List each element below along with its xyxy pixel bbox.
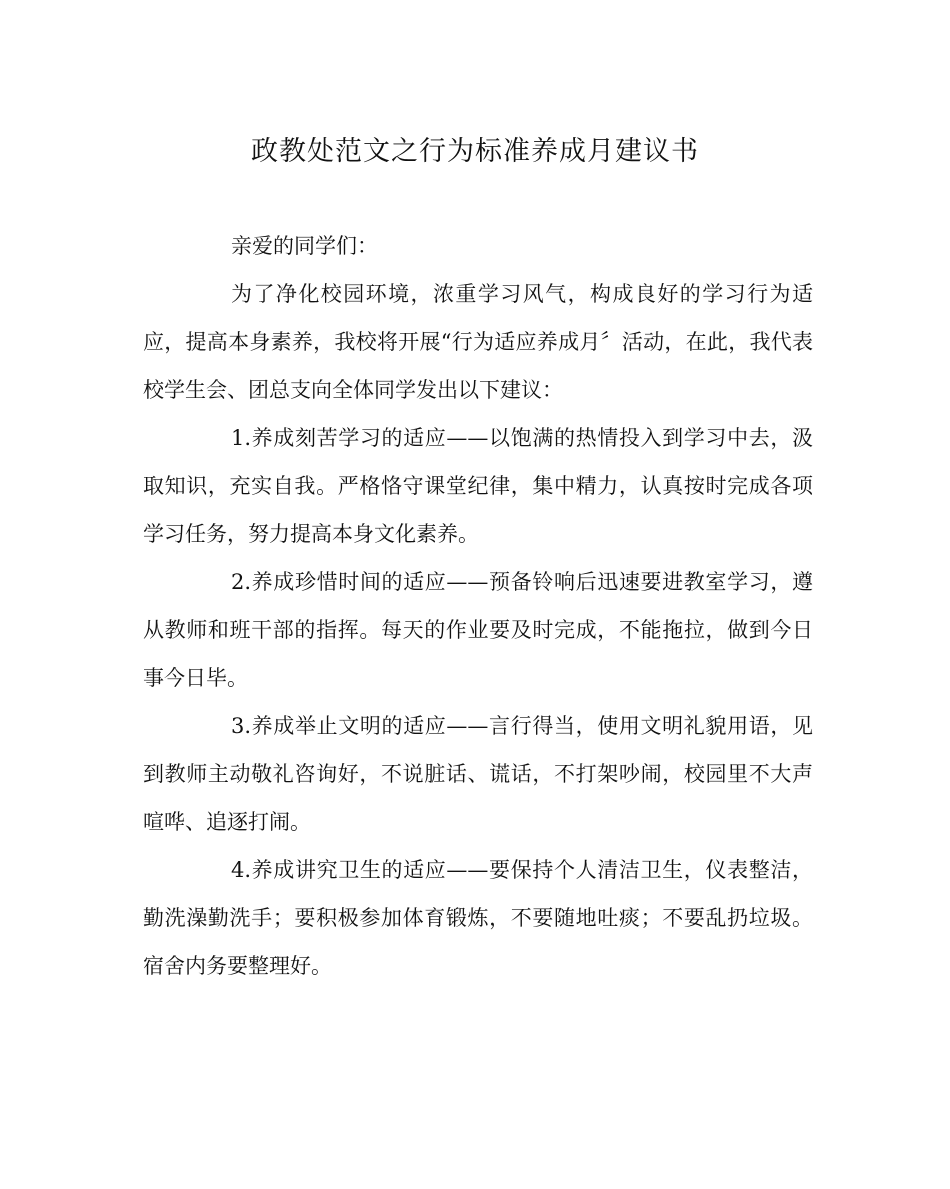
intro-paragraph: 为了净化校园环境，浓重学习风气，构成良好的学习行为适应，提高本身素养，我校将开展“行为适应养成月〞活动，在此，我代表校学生会、团总支向全体同学发出以下建议： (143, 282, 813, 402)
salutation: 亲爱的同学们： (231, 234, 378, 258)
item-paragraph-4: 4.养成讲究卫生的适应——要保持个人清洁卫生，仪表整洁，勤洗澡勤洗手；要积极参加体育锻炼，不要随地吐痰；不要乱扔垃圾。宿舍内务要整理好。 (143, 858, 813, 978)
page-title: 政教处范文之行为标准养成月建议书 (251, 136, 699, 167)
item-paragraph-1: 1.养成刻苦学习的适应——以饱满的热情投入到学习中去，汲取知识，充实自我。严格恪守课堂纪律，集中精力，认真按时完成各项学习任务，努力提高本身文化素养。 (143, 426, 813, 546)
document-body (143, 222, 813, 990)
item-paragraph-3: 3.养成举止文明的适应——言行得当，使用文明礼貌用语，见到教师主动敬礼咨询好，不说脏话、谎话，不打架吵闹，校园里不大声喧哗、追逐打闹。 (143, 714, 813, 834)
item-paragraph-2: 2.养成珍惜时间的适应——预备铃响后迅速要进教室学习，遵从教师和班干部的指挥。每天的作业要及时完成，不能拖拉，做到今日事今日毕。 (143, 570, 813, 690)
